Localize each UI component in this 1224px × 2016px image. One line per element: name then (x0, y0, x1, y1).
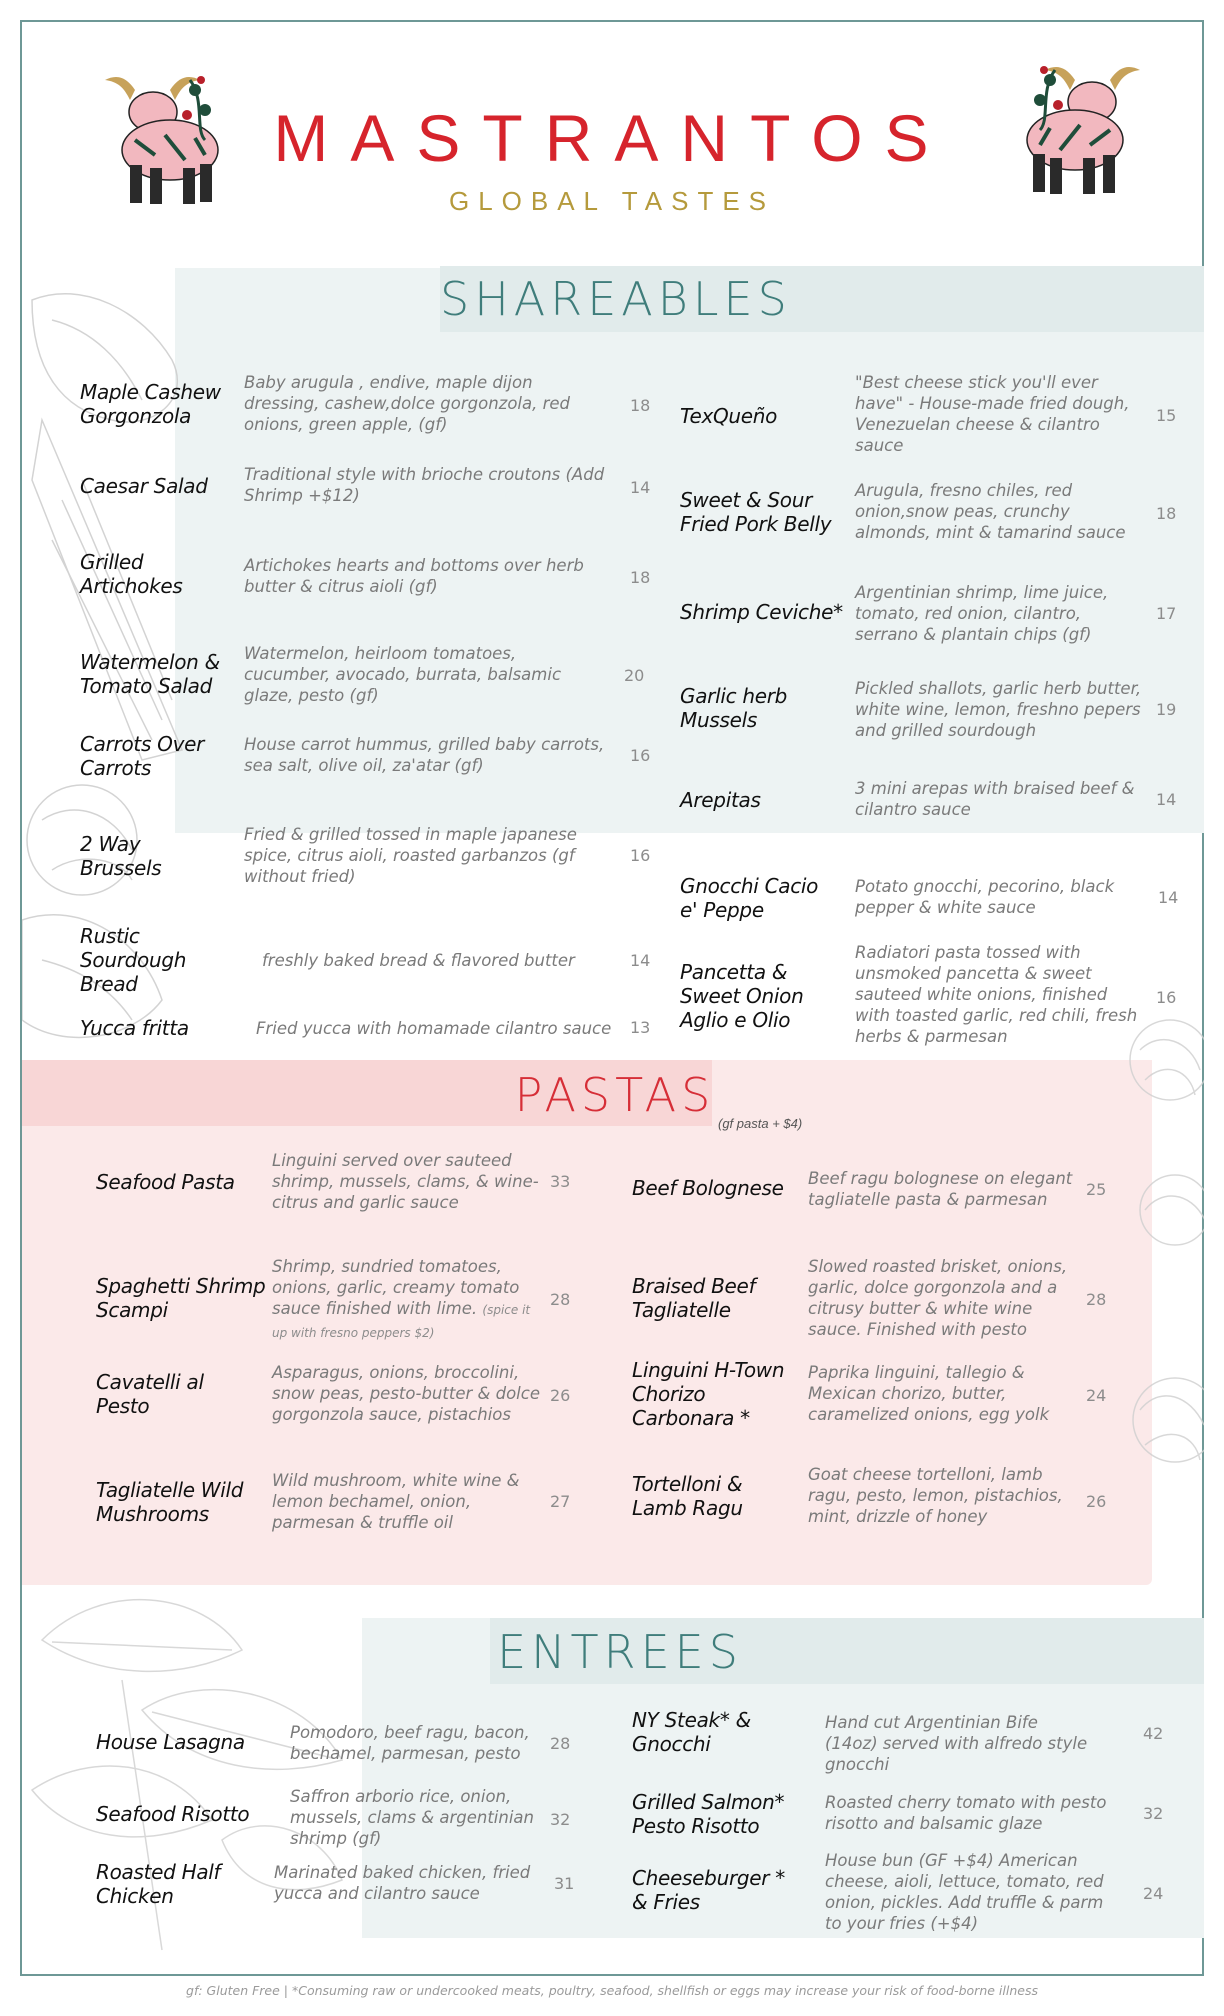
item-price: 24 (1086, 1386, 1107, 1405)
item-description: House bun (GF +$4) American cheese, aioli, lettuce, tomato, red onion, pickles. Add truffle & parm to your fries (+$4) (825, 1851, 1104, 1933)
item-description: Arugula, fresno chiles, red onion,snow peas, crunchy almonds, mint & tamarind sauce (855, 481, 1126, 542)
item-price: 14 (630, 478, 651, 497)
item-price: 28 (550, 1734, 571, 1753)
item-description: Artichokes hearts and bottoms over herb butter & citrus aioli (gf) (244, 556, 584, 596)
item-name: Sweet & Sour Fried Pork Belly (680, 488, 832, 536)
item-name: Rustic Sourdough Bread (80, 924, 187, 996)
item-name: Maple Cashew Gorgonzola (80, 380, 221, 428)
item-price: 33 (550, 1172, 571, 1191)
brand-name: MASTRANTOS (273, 101, 951, 175)
item-name: Spaghetti Shrimp Scampi (96, 1274, 266, 1322)
item-price: 17 (1156, 604, 1177, 623)
item-name: Cheeseburger * & Fries (632, 1866, 785, 1914)
item-price: 32 (1143, 1804, 1164, 1823)
item-description: Fried yucca with homamade cilantro sauce (256, 1019, 612, 1038)
item-name: Linguini H-Town Chorizo Carbonara * (632, 1358, 785, 1430)
item-name: TexQueño (680, 404, 778, 428)
item-description: Marinated baked chicken, fried yucca and cilantro sauce (274, 1863, 531, 1903)
item-description: Beef ragu bolognese on elegant tagliatelle pasta & parmesan (808, 1169, 1073, 1209)
item-price: 18 (630, 568, 651, 587)
item-price: 14 (630, 951, 651, 970)
item-description: Fried & grilled tossed in maple japanese spice, citrus aioli, roasted garbanzos (gf without fried) (244, 825, 577, 886)
item-price: 27 (550, 1492, 571, 1511)
item-name: Yucca fritta (80, 1016, 189, 1040)
item-name: Seafood Risotto (96, 1802, 250, 1826)
item-description: Pickled shallots, garlic herb butter, white wine, lemon, freshno pepers and grilled sourdough (855, 679, 1142, 740)
item-name: Pancetta & Sweet Onion Aglio e Olio (680, 960, 804, 1032)
item-price: 28 (1086, 1290, 1107, 1309)
item-description: Slowed roasted brisket, onions, garlic, dolce gorgonzola and a citrusy butter & white wine sauce. Finished with pesto (808, 1257, 1068, 1339)
item-description: Wild mushroom, white wine & lemon bechamel, onion, parmesan & truffle oil (272, 1471, 520, 1532)
item-name: Tagliatelle Wild Mushrooms (96, 1478, 244, 1526)
item-price: 16 (630, 746, 651, 765)
item-description: Roasted cherry tomato with pesto risotto and balsamic glaze (825, 1793, 1107, 1833)
item-name: Garlic herb Mussels (680, 684, 788, 732)
flower-sketch-icon (1120, 1000, 1204, 1560)
item-name: Watermelon & Tomato Salad (80, 650, 220, 698)
item-description: Argentinian shrimp, lime juice, tomato, red onion, cilantro, serrano & plantain chips (gf) (855, 583, 1109, 644)
item-description: Pomodoro, beef ragu, bacon, bechamel, parmesan, pesto (290, 1723, 530, 1763)
footer-disclaimer: gf: Gluten Free | *Consuming raw or undercooked meats, poultry, seafood, shellfish or eggs may increase your risk of food-borne illness (186, 1983, 1038, 1998)
item-name: Roasted Half Chicken (96, 1860, 221, 1908)
item-description: freshly baked bread & flavored butter (262, 951, 575, 970)
item-description: Traditional style with brioche croutons (Add Shrimp +$12) (244, 465, 605, 505)
item-price: 15 (1156, 406, 1177, 425)
item-name: Cavatelli al Pesto (96, 1370, 204, 1418)
item-price: 20 (624, 666, 645, 685)
gf-pasta-note: (gf pasta + $4) (718, 1116, 803, 1131)
item-price: 31 (554, 1874, 575, 1893)
item-description: Saffron arborio rice, onion, mussels, clams & argentinian shrimp (gf) (290, 1787, 534, 1848)
item-price: 24 (1143, 1884, 1164, 1903)
item-description: Radiatori pasta tossed with unsmoked pancetta & sweet sauteed white onions, finished with toasted garlic, red chili, fresh herbs & parmesan (855, 943, 1138, 1046)
item-description: 3 mini arepas with braised beef & cilantro sauce (855, 779, 1135, 819)
item-name: Arepitas (680, 788, 761, 812)
item-description-text: Shrimp, sundried tomatoes, onions, garlic, creamy tomato sauce finished with lime. (272, 1257, 520, 1318)
item-name: NY Steak* & Gnocchi (632, 1708, 751, 1756)
item-description: Linguini served over sauteed shrimp, mussels, clams, & wine-citrus and garlic sauce (272, 1151, 539, 1212)
item-price: 25 (1086, 1180, 1107, 1199)
item-name: Carrots Over Carrots (80, 732, 205, 780)
item-name: Seafood Pasta (96, 1170, 235, 1194)
item-name: Gnocchi Cacio e' Peppe (680, 874, 819, 922)
item-price: 13 (630, 1018, 651, 1037)
item-description: Potato gnocchi, pecorino, black pepper & white sauce (855, 877, 1115, 917)
entrees-title: ENTREES (497, 1625, 743, 1679)
item-name: Grilled Salmon* Pesto Risotto (632, 1790, 785, 1838)
item-price: 26 (1086, 1492, 1107, 1511)
item-price: 16 (630, 846, 651, 865)
item-description: Asparagus, onions, broccolini, snow peas, pesto-butter & dolce gorgonzola sauce, pistachios (272, 1363, 540, 1424)
item-price: 18 (1156, 504, 1177, 523)
item-name: Grilled Artichokes (80, 550, 183, 598)
item-description: House carrot hummus, grilled baby carrots, sea salt, olive oil, za'atar (gf) (244, 735, 605, 775)
pastas-title: PASTAS (514, 1068, 716, 1122)
item-name: Shrimp Ceviche* (680, 600, 843, 624)
item-description: Baby arugula , endive, maple dijon dressing, cashew,dolce gorgonzola, red onions, green apple, (gf) (244, 373, 571, 434)
item-price: 28 (550, 1290, 571, 1309)
shareables-title: SHAREABLES (440, 272, 792, 326)
item-name: 2 Way Brussels (80, 832, 162, 880)
item-description: Goat cheese tortelloni, lamb ragu, pesto, lemon, pistachios, mint, drizzle of honey (808, 1465, 1063, 1526)
item-price: 18 (630, 396, 651, 415)
item-price: 16 (1156, 988, 1177, 1007)
item-name: House Lasagna (96, 1730, 245, 1754)
item-description: "Best cheese stick you'll ever have" - House-made fried dough, Venezuelan cheese & cilantro sauce (855, 373, 1130, 455)
item-description: Watermelon, heirloom tomatoes, cucumber, avocado, burrata, balsamic glaze, pesto (gf) (244, 644, 562, 705)
item-name: Tortelloni & Lamb Ragu (632, 1472, 743, 1520)
item-price: 14 (1158, 888, 1179, 907)
item-name: Beef Bolognese (632, 1176, 784, 1200)
item-name: Caesar Salad (80, 474, 208, 498)
item-name: Braised Beef Tagliatelle (632, 1274, 756, 1322)
item-price: 42 (1143, 1724, 1164, 1743)
item-description: Paprika linguini, tallegio & Mexican chorizo, butter, caramelized onions, egg yolk (808, 1363, 1050, 1424)
item-price: 14 (1156, 790, 1177, 809)
item-description (272, 1256, 542, 1344)
item-price: 32 (550, 1810, 571, 1829)
brand-tagline: GLOBAL TASTES (448, 186, 776, 216)
item-price: 26 (550, 1386, 571, 1405)
item-extra-note: (spice it up with fresno peppers $2) (272, 1303, 531, 1340)
item-price: 19 (1156, 700, 1177, 719)
item-description: Hand cut Argentinian Bife (14oz) served with alfredo style gnocchi (825, 1713, 1088, 1774)
